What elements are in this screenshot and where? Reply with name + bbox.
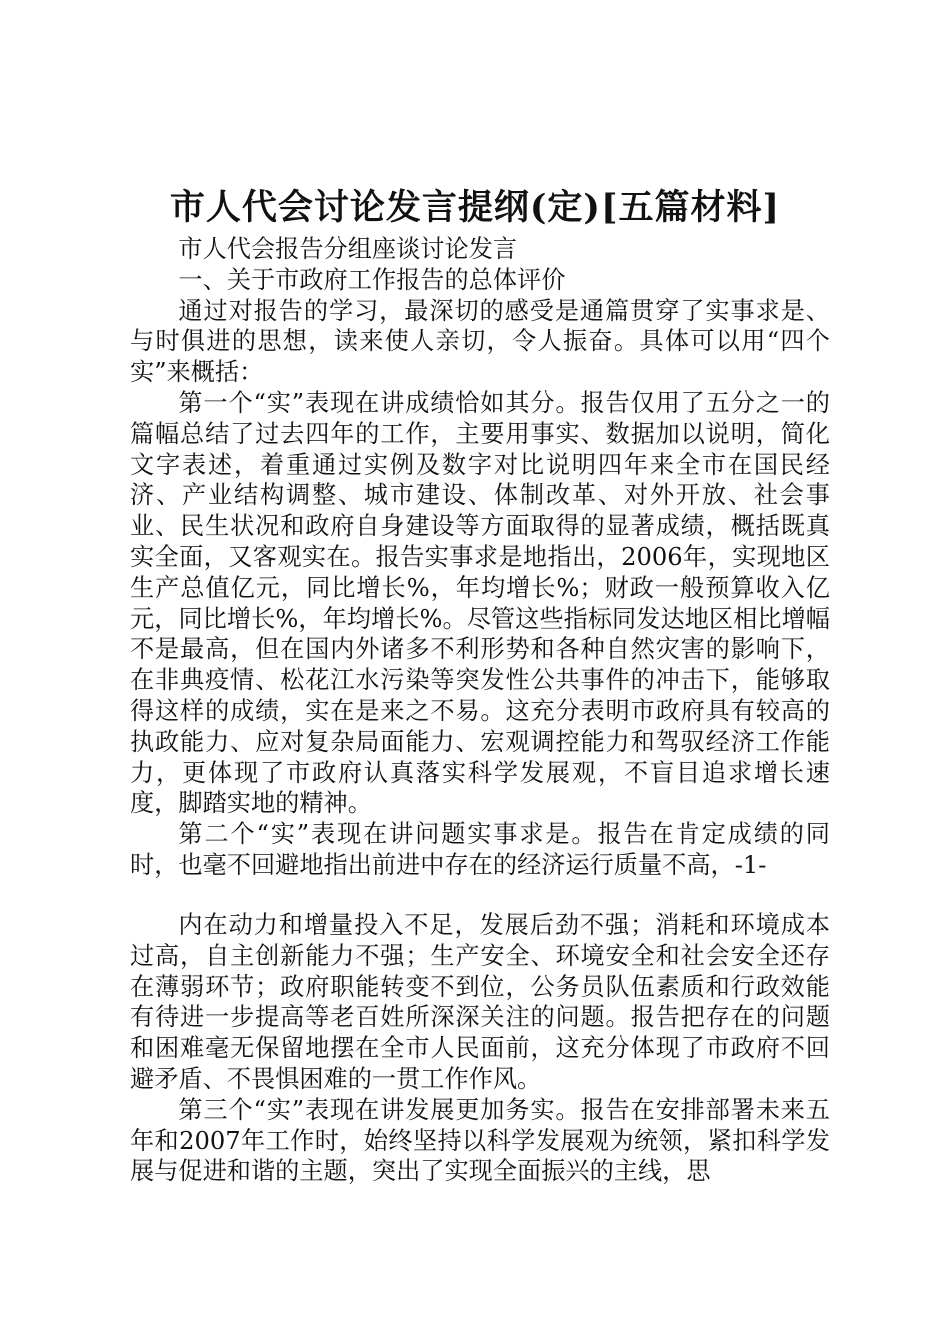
- paragraph: 内在动力和增量投入不足，发展后劲不强；消耗和环境成本过高，自主创新能力不强；生产安全、环境安全和社会安全还存在薄弱环节；政府职能转变不到位，公务员队伍素质和行政效能有待进一步提高等老百姓所深深关注的问题。报告把存在的问题和困难毫无保留地摆在全市人民面前，这充分体现了市政府不回避矛盾、不畏惧困难的一贯工作作风。: [130, 911, 830, 1093]
- subtitle: 市人代会报告分组座谈讨论发言: [178, 235, 518, 263]
- page-two-text: [130, 910, 830, 1187]
- paragraph: 通过对报告的学习，最深切的感受是通篇贯穿了实事求是、与时俱进的思想，读来使人亲切，令人振奋。具体可以用“四个实”来概括：: [130, 296, 830, 387]
- paragraph: 第三个“实”表现在讲发展更加务实。报告在安排部署未来五年和2007年工作时，始终坚持以科学发展观为统领，紧扣科学发展与促进和谐的主题，突出了实现全面振兴的主线，思: [130, 1095, 830, 1186]
- paragraph-text: 第二个“实”表现在讲问题实事求是。报告在肯定成绩的同时，也毫不回避地指出前进中存在的经济运行质量不高，: [130, 820, 830, 879]
- page-number: -1-: [734, 850, 767, 879]
- section-heading: 一、关于市政府工作报告的总体评价: [178, 265, 566, 294]
- page-one-text: [130, 234, 830, 881]
- document-title: 市人代会讨论发言提纲(定)[五篇材料]: [169, 187, 781, 228]
- paragraph: [130, 819, 830, 881]
- paragraph: 第一个“实”表现在讲成绩恰如其分。报告仅用了五分之一的篇幅总结了过去四年的工作，主要用事实、数据加以说明，简化文字表述，着重通过实例及数字对比说明四年来全市在国民经济、产业结构调整、城市建设、体制改革、对外开放、社会事业、民生状况和政府自身建设等方面取得的显著成绩，概括既真实全面，又客观实在。报告实事求是地指出，2006年，实现地区生产总值亿元，同比增长%，年均增长%；财政一般预算收入亿元，同比增长%，年均增长%。尽管这些指标同发达地区相比增幅不是最高，但在国内外诸多不利形势和各种自然灾害的影响下，在非典疫情、松花江水污染等突发性公共事件的冲击下，能够取得这样的成绩，实在是来之不易。这充分表明市政府具有较高的执政能力、应对复杂局面能力、宏观调控能力和驾驭经济工作能力，更体现了市政府认真落实科学发展观，不盲目追求增长速度，脚踏实地的精神。: [130, 388, 830, 818]
